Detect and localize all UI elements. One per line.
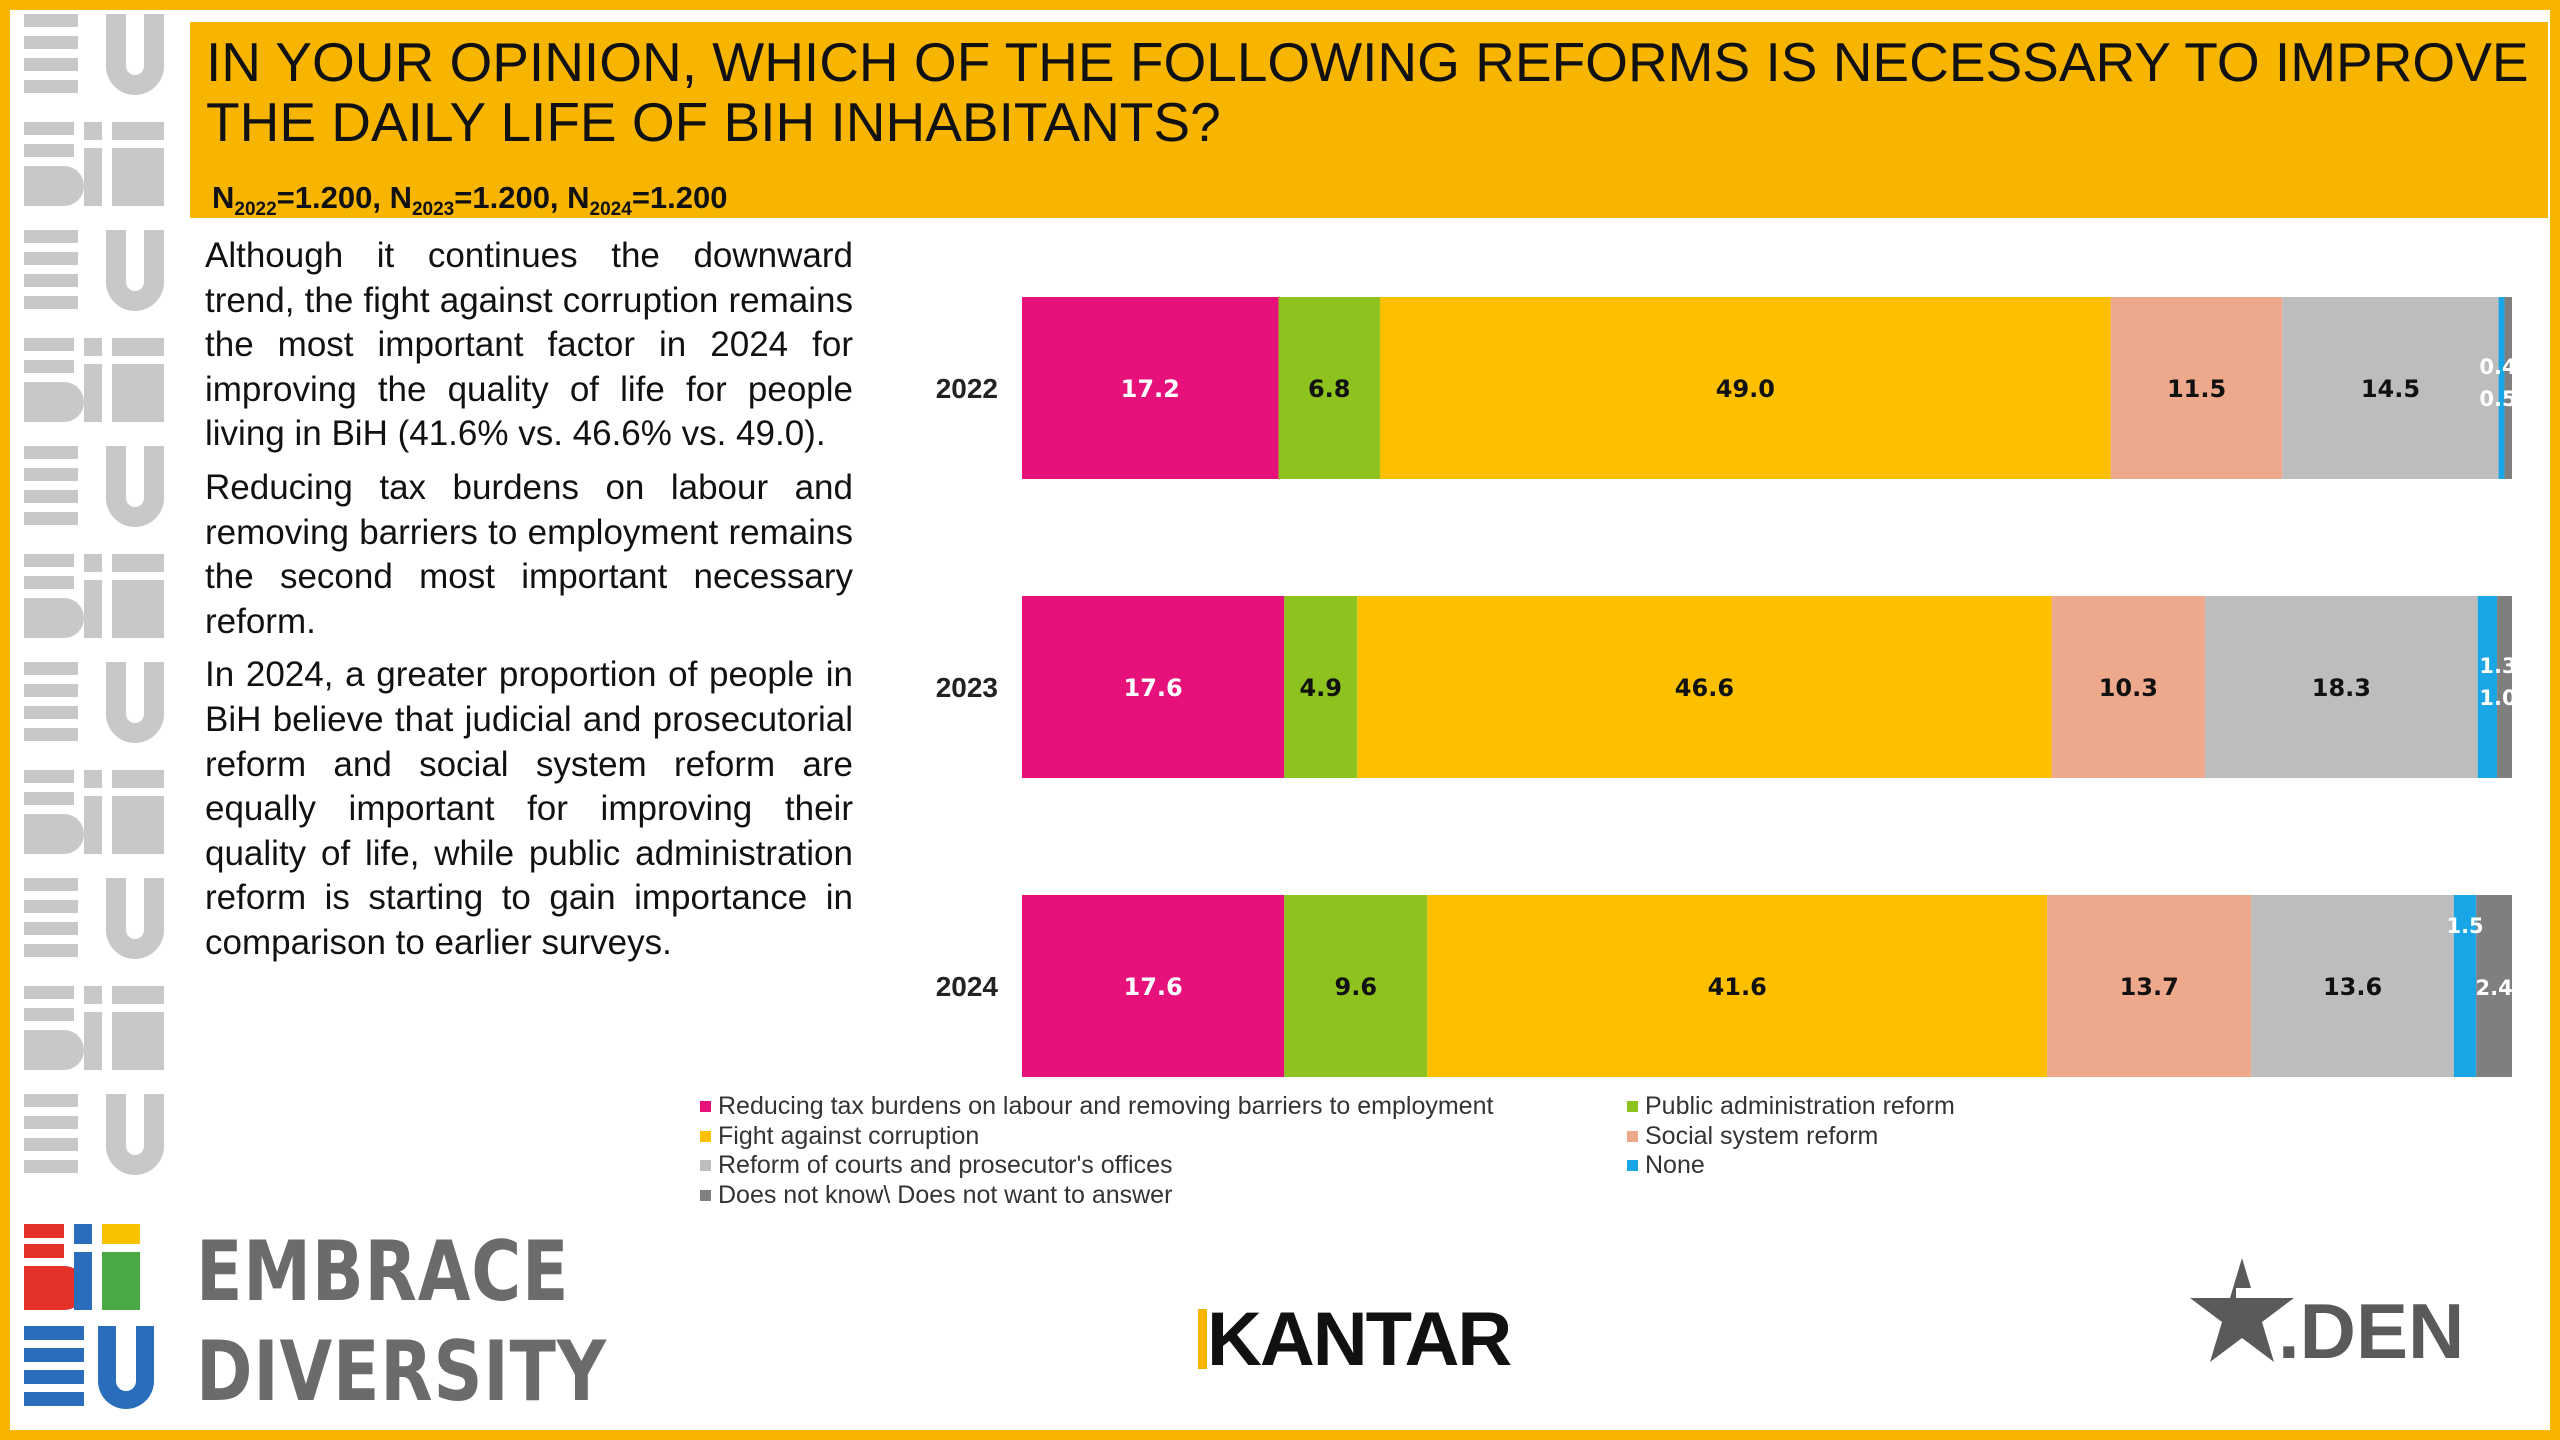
data-label: 10.3 [2098,674,2158,702]
legend-item [1627,1151,2097,1181]
data-label: 17.6 [1123,674,1183,702]
data-label: 13.6 [2322,973,2383,1001]
legend-item [700,1092,1627,1122]
legend-item [1627,1122,2097,1152]
legend-swatch [700,1131,711,1142]
eu-letters-icon [24,1094,164,1175]
legend-swatch [700,1190,711,1201]
embrace-text: EMBRACE [196,1223,570,1320]
kantar-accent-bar [1198,1309,1207,1369]
sample-n-2022: $N_{2022}=1.200$, [212,180,390,221]
legend-label: Reform of courts and prosecutor's offices [718,1151,1173,1179]
legend-swatch [1627,1101,1638,1112]
data-label: 2.4 [2475,976,2513,1000]
data-label: 0.5 [2479,387,2517,411]
category-label: 2023 [935,672,998,703]
data-label: 13.7 [2119,973,2179,1001]
den-logo [2170,1250,2470,1380]
legend-label: Does not know\ Does not want to answer [718,1180,1173,1209]
data-label: 46.6 [1674,674,1735,702]
bih-eu-logo-icon [20,1222,190,1422]
data-label: 6.8 [1307,375,1351,403]
diversity-text: DIVERSITY [196,1323,607,1420]
data-label: 11.5 [2166,375,2227,403]
page-title: IN YOUR OPINION, WHICH OF THE FOLLOWING REFORMS IS NECESSARY TO IMPROVE THE DAILY LIFE OF BIH INHABITANTS? [206,31,2529,153]
legend-swatch [1627,1131,1638,1142]
data-label: 18.3 [2311,674,2372,702]
legend-item [1627,1092,2097,1122]
data-label: 49.0 [1715,375,1775,403]
data-label: 1.5 [2446,914,2484,938]
legend-swatch [700,1101,711,1112]
data-label: 17.6 [1123,973,1183,1001]
kantar-logo: KANTAR [1198,1296,1510,1383]
data-label: 9.6 [1334,973,1378,1001]
category-label: 2024 [935,971,998,1002]
legend-label: Public administration reform [1645,1092,1955,1120]
legend-item [700,1151,1627,1181]
legend-item [700,1122,1627,1152]
data-label: 1.3 [2479,654,2517,678]
data-label: 17.2 [1120,375,1180,403]
den-text: .DEN [2278,1287,2465,1375]
legend-item [700,1181,1627,1211]
commentary-paragraph: Reducing tax burdens on labour and removing barriers to employment remains the second most important necessary reform. [205,467,853,641]
legend-label: None [1645,1151,1705,1179]
category-label: 2022 [935,373,998,404]
sample-n-2024: $N_{2024}=1.200$ [567,180,728,221]
data-label: 41.6 [1707,973,1767,1001]
legend-label: Reducing tax burdens on labour and removing barriers to employment [718,1092,1494,1120]
data-label: 4.9 [1299,674,1343,702]
legend-swatch [1627,1160,1638,1171]
legend-label: Fight against corruption [718,1121,980,1150]
commentary-paragraph: In 2024, a greater proportion of people in BiH believe that judicial and prosecutorial reform and social system reform are equally important for improving their quality of life, while public administration reform is starting to gain importance in comparison to earlier surveys. [205,655,853,962]
data-label: 0.4 [2479,355,2517,379]
data-label: 14.5 [2360,375,2421,403]
embrace-diversity-logo [20,1222,610,1422]
legend-swatch [700,1160,711,1171]
commentary-paragraph: Although it continues the downward trend, the fight against corruption remains the most important factor in 2024 for improving the quality of life for people living in BiH (41.6% vs. 46.6% vs. 49.0). [205,236,853,454]
chart-legend [700,1092,2100,1210]
legend-label: Social system reform [1645,1121,1879,1150]
data-label: 1.0 [2479,686,2517,710]
sample-n-2023: $N_{2023}=1.200$, [389,180,568,221]
